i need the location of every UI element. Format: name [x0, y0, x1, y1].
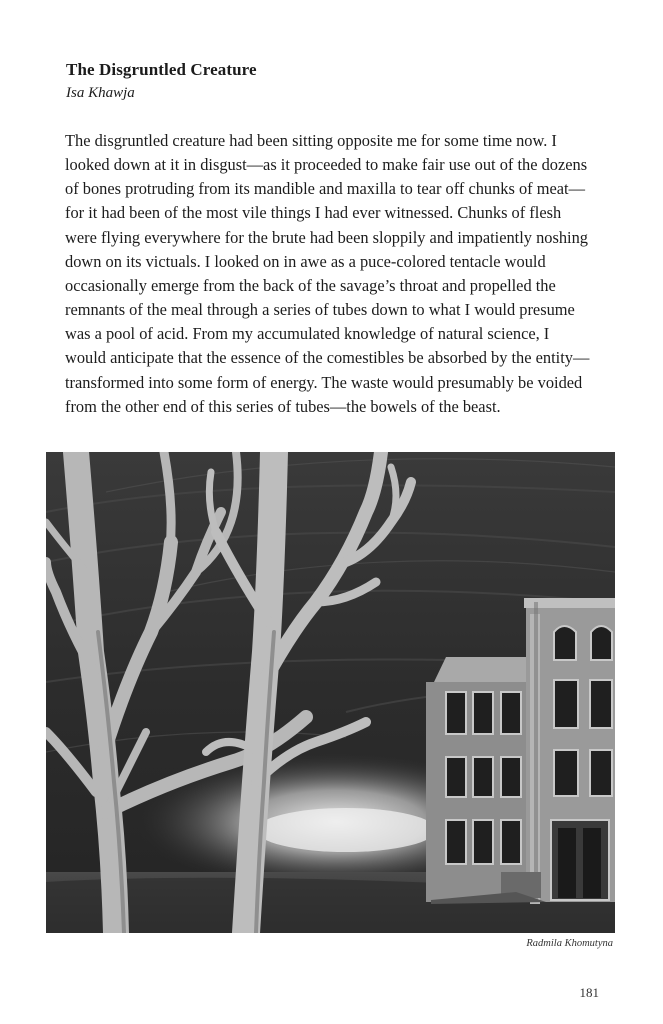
body-line: The disgruntled creature had been sitting opposite me for some time now. I [65, 131, 557, 150]
painting-illustration [46, 452, 615, 933]
artwork-credit: Radmila Khomutyna [526, 938, 613, 949]
body-line: transformed into some form of energy. The waste would presumably be voided [65, 372, 583, 392]
body-line: looked down at it in disgust—as it proceeded to make fair use out of the dozens [65, 155, 588, 175]
body-line: of bones protruding from its mandible and maxilla to tear off chunks of meat— [65, 179, 585, 199]
body-line: occasionally emerge from the back of the savage’s throat and propelled the [65, 275, 556, 295]
body-line: were flying everywhere for the brute had been sloppily and impatiently noshing [65, 227, 588, 247]
painting-svg [46, 452, 615, 933]
story-author: Isa Khawja [66, 85, 135, 101]
body-line: down on its victuals. I looked on in awe as a puce-colored tentacle would [65, 251, 546, 271]
body-line: was a pool of acid. From my accumulated knowledge of natural science, I [65, 324, 550, 344]
body-line: for it had been of the most vile things I had ever witnessed. Chunks of flesh [65, 203, 562, 223]
story-body [65, 129, 610, 419]
body-line: would anticipate that the essence of the comestibles be absorbed by the entity— [65, 348, 590, 368]
body-line: from the other end of this series of tubes—the bowels of the beast. [65, 396, 501, 416]
body-line: remnants of the meal through a series of tubes down to what I would presume [65, 300, 575, 320]
story-title: The Disgruntled Creature [66, 60, 257, 79]
page-number: 181 [579, 985, 599, 1000]
